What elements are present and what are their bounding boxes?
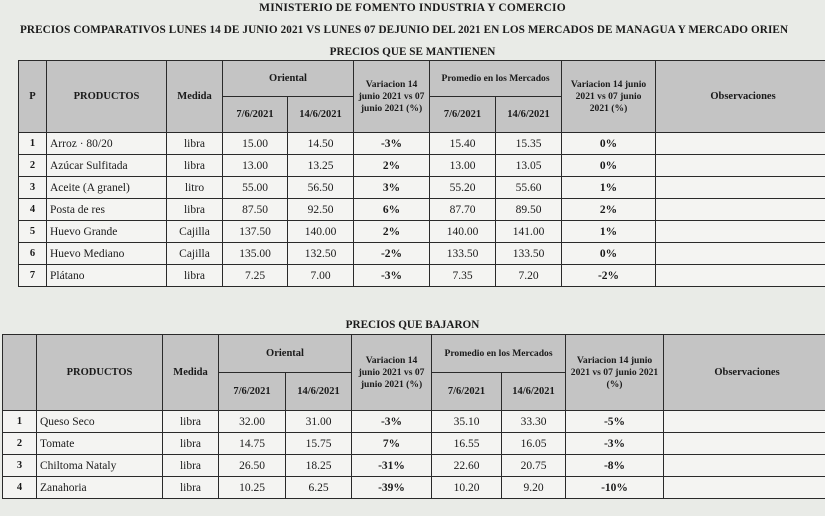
unit-measure: libra <box>167 265 223 287</box>
oriental-variation: -3% <box>352 411 432 433</box>
table-row <box>19 199 825 221</box>
average-variation: -2% <box>562 265 656 287</box>
table-row <box>19 221 825 243</box>
oriental-price-curr: 140.00 <box>288 221 354 243</box>
average-price-curr: 7.20 <box>496 265 562 287</box>
average-price-curr: 89.50 <box>496 199 562 221</box>
col-header-productos: PRODUCTOS <box>37 335 163 411</box>
average-price-prev: 16.55 <box>432 433 502 455</box>
average-price-prev: 22.60 <box>432 455 502 477</box>
oriental-variation: -2% <box>354 243 430 265</box>
oriental-price-prev: 135.00 <box>223 243 288 265</box>
average-variation: 0% <box>562 155 656 177</box>
average-price-prev: 133.50 <box>430 243 496 265</box>
product-name: Posta de res <box>47 199 167 221</box>
unit-measure: libra <box>163 433 219 455</box>
row-number: 2 <box>19 155 47 177</box>
col-header-date: 7/6/2021 <box>223 97 288 133</box>
product-name: Azúcar Sulfitada <box>47 155 167 177</box>
average-price-curr: 55.60 <box>496 177 562 199</box>
average-variation: 1% <box>562 177 656 199</box>
average-price-prev: 35.10 <box>432 411 502 433</box>
observation-cell <box>656 133 825 155</box>
average-price-prev: 10.20 <box>432 477 502 499</box>
table-row <box>19 155 825 177</box>
oriental-price-curr: 15.75 <box>286 433 352 455</box>
row-number: 6 <box>19 243 47 265</box>
col-header-variacion-promedio: Variacion 14 junio 2021 vs 07 junio 2021 (%) <box>562 61 656 133</box>
observation-cell <box>664 411 825 433</box>
col-header-date: 14/6/2021 <box>288 97 354 133</box>
table-row <box>19 265 825 287</box>
col-header-date: 14/6/2021 <box>496 97 562 133</box>
average-price-curr: 15.35 <box>496 133 562 155</box>
col-header-promedio: Promedio en los Mercados <box>430 61 562 97</box>
oriental-price-curr: 18.25 <box>286 455 352 477</box>
col-header-medida: Medida <box>167 61 223 133</box>
row-number: 5 <box>19 221 47 243</box>
product-name: Plátano <box>47 265 167 287</box>
oriental-price-prev: 15.00 <box>223 133 288 155</box>
oriental-price-curr: 14.50 <box>288 133 354 155</box>
col-header-variacion-oriental: Variacion 14 junio 2021 vs 07 junio 2021 (%) <box>354 61 430 133</box>
unit-measure: libra <box>163 455 219 477</box>
col-header-observaciones: Observaciones <box>656 61 825 133</box>
oriental-variation: 7% <box>352 433 432 455</box>
section-title-bajaron: PRECIOS QUE BAJARON <box>345 319 480 331</box>
oriental-variation: -3% <box>354 133 430 155</box>
oriental-price-prev: 26.50 <box>219 455 286 477</box>
oriental-price-prev: 137.50 <box>223 221 288 243</box>
oriental-price-prev: 13.00 <box>223 155 288 177</box>
report-subtitle: PRECIOS COMPARATIVOS LUNES 14 DE JUNIO 2021 VS LUNES 07 DEJUNIO DEL 2021 EN LOS MERCADOS DE MANAGUA Y MERCADO ORIEN <box>20 24 789 36</box>
oriental-price-prev: 55.00 <box>223 177 288 199</box>
observation-cell <box>656 243 825 265</box>
average-price-curr: 13.05 <box>496 155 562 177</box>
average-variation: -5% <box>566 411 664 433</box>
unit-measure: Cajilla <box>167 221 223 243</box>
average-price-prev: 13.00 <box>430 155 496 177</box>
section-title-mantienen: PRECIOS QUE SE MANTIENEN <box>329 46 496 58</box>
unit-measure: libra <box>167 155 223 177</box>
oriental-variation: 2% <box>354 221 430 243</box>
unit-measure: libra <box>167 199 223 221</box>
oriental-variation: -31% <box>352 455 432 477</box>
row-number: 3 <box>3 455 37 477</box>
product-name: Zanahoria <box>37 477 163 499</box>
unit-measure: litro <box>167 177 223 199</box>
oriental-variation: -39% <box>352 477 432 499</box>
product-name: Tomate <box>37 433 163 455</box>
col-header-promedio: Promedio en los Mercados <box>432 335 566 373</box>
row-number: 1 <box>19 133 47 155</box>
product-name: Queso Seco <box>37 411 163 433</box>
product-name: Chiltoma Nataly <box>37 455 163 477</box>
row-number: 3 <box>19 177 47 199</box>
average-price-curr: 16.05 <box>502 433 566 455</box>
observation-cell <box>656 177 825 199</box>
average-price-curr: 141.00 <box>496 221 562 243</box>
average-price-curr: 9.20 <box>502 477 566 499</box>
observation-cell <box>656 155 825 177</box>
row-number: 1 <box>3 411 37 433</box>
col-header-oriental: Oriental <box>223 61 354 97</box>
oriental-price-prev: 14.75 <box>219 433 286 455</box>
table-row <box>3 477 825 499</box>
table-row <box>3 411 825 433</box>
average-price-prev: 15.40 <box>430 133 496 155</box>
col-header-oriental: Oriental <box>219 335 352 373</box>
row-number: 4 <box>3 477 37 499</box>
col-header-productos: PRODUCTOS <box>47 61 167 133</box>
oriental-variation: 6% <box>354 199 430 221</box>
product-name: Huevo Mediano <box>47 243 167 265</box>
col-header-medida: Medida <box>163 335 219 411</box>
col-header-date: 7/6/2021 <box>219 373 286 411</box>
average-variation: -3% <box>566 433 664 455</box>
prices-maintained-table <box>18 60 825 287</box>
col-header-date: 7/6/2021 <box>432 373 502 411</box>
unit-measure: Cajilla <box>167 243 223 265</box>
oriental-variation: -3% <box>354 265 430 287</box>
col-header-date: 7/6/2021 <box>430 97 496 133</box>
average-variation: 0% <box>562 243 656 265</box>
ministry-title: MINISTERIO DE FOMENTO INDUSTRIA Y COMERCIO <box>259 2 566 14</box>
oriental-price-prev: 87.50 <box>223 199 288 221</box>
average-variation: 0% <box>562 133 656 155</box>
col-header-date: 14/6/2021 <box>286 373 352 411</box>
unit-measure: libra <box>163 411 219 433</box>
table-row <box>19 243 825 265</box>
average-price-curr: 133.50 <box>496 243 562 265</box>
observation-cell <box>656 265 825 287</box>
table-row <box>3 455 825 477</box>
oriental-price-curr: 6.25 <box>286 477 352 499</box>
table-row <box>3 433 825 455</box>
row-number: 2 <box>3 433 37 455</box>
col-header-variacion-oriental: Variacion 14 junio 2021 vs 07 junio 2021 (%) <box>352 335 432 411</box>
average-price-curr: 20.75 <box>502 455 566 477</box>
observation-cell <box>656 221 825 243</box>
col-header-p: P <box>19 61 47 133</box>
average-variation: 1% <box>562 221 656 243</box>
oriental-price-curr: 132.50 <box>288 243 354 265</box>
oriental-price-curr: 56.50 <box>288 177 354 199</box>
unit-measure: libra <box>163 477 219 499</box>
product-name: Arroz · 80/20 <box>47 133 167 155</box>
average-price-prev: 7.35 <box>430 265 496 287</box>
oriental-price-prev: 32.00 <box>219 411 286 433</box>
oriental-price-curr: 31.00 <box>286 411 352 433</box>
observation-cell <box>664 455 825 477</box>
average-variation: -10% <box>566 477 664 499</box>
table-row <box>19 133 825 155</box>
col-header-observaciones: Observaciones <box>664 335 825 411</box>
observation-cell <box>664 433 825 455</box>
col-header-p <box>3 335 37 411</box>
product-name: Huevo Grande <box>47 221 167 243</box>
oriental-price-prev: 7.25 <box>223 265 288 287</box>
table-row <box>19 177 825 199</box>
average-price-prev: 55.20 <box>430 177 496 199</box>
col-header-variacion-promedio: Variacion 14 junio 2021 vs 07 junio 2021 (%) <box>566 335 664 411</box>
row-number: 7 <box>19 265 47 287</box>
row-number: 4 <box>19 199 47 221</box>
average-variation: 2% <box>562 199 656 221</box>
unit-measure: libra <box>167 133 223 155</box>
average-price-prev: 87.70 <box>430 199 496 221</box>
col-header-date: 14/6/2021 <box>502 373 566 411</box>
oriental-price-prev: 10.25 <box>219 477 286 499</box>
average-price-prev: 140.00 <box>430 221 496 243</box>
oriental-price-curr: 13.25 <box>288 155 354 177</box>
oriental-price-curr: 92.50 <box>288 199 354 221</box>
observation-cell <box>664 477 825 499</box>
prices-dropped-table <box>2 334 825 499</box>
product-name: Aceite (A granel) <box>47 177 167 199</box>
average-variation: -8% <box>566 455 664 477</box>
oriental-variation: 2% <box>354 155 430 177</box>
observation-cell <box>656 199 825 221</box>
oriental-variation: 3% <box>354 177 430 199</box>
average-price-curr: 33.30 <box>502 411 566 433</box>
oriental-price-curr: 7.00 <box>288 265 354 287</box>
